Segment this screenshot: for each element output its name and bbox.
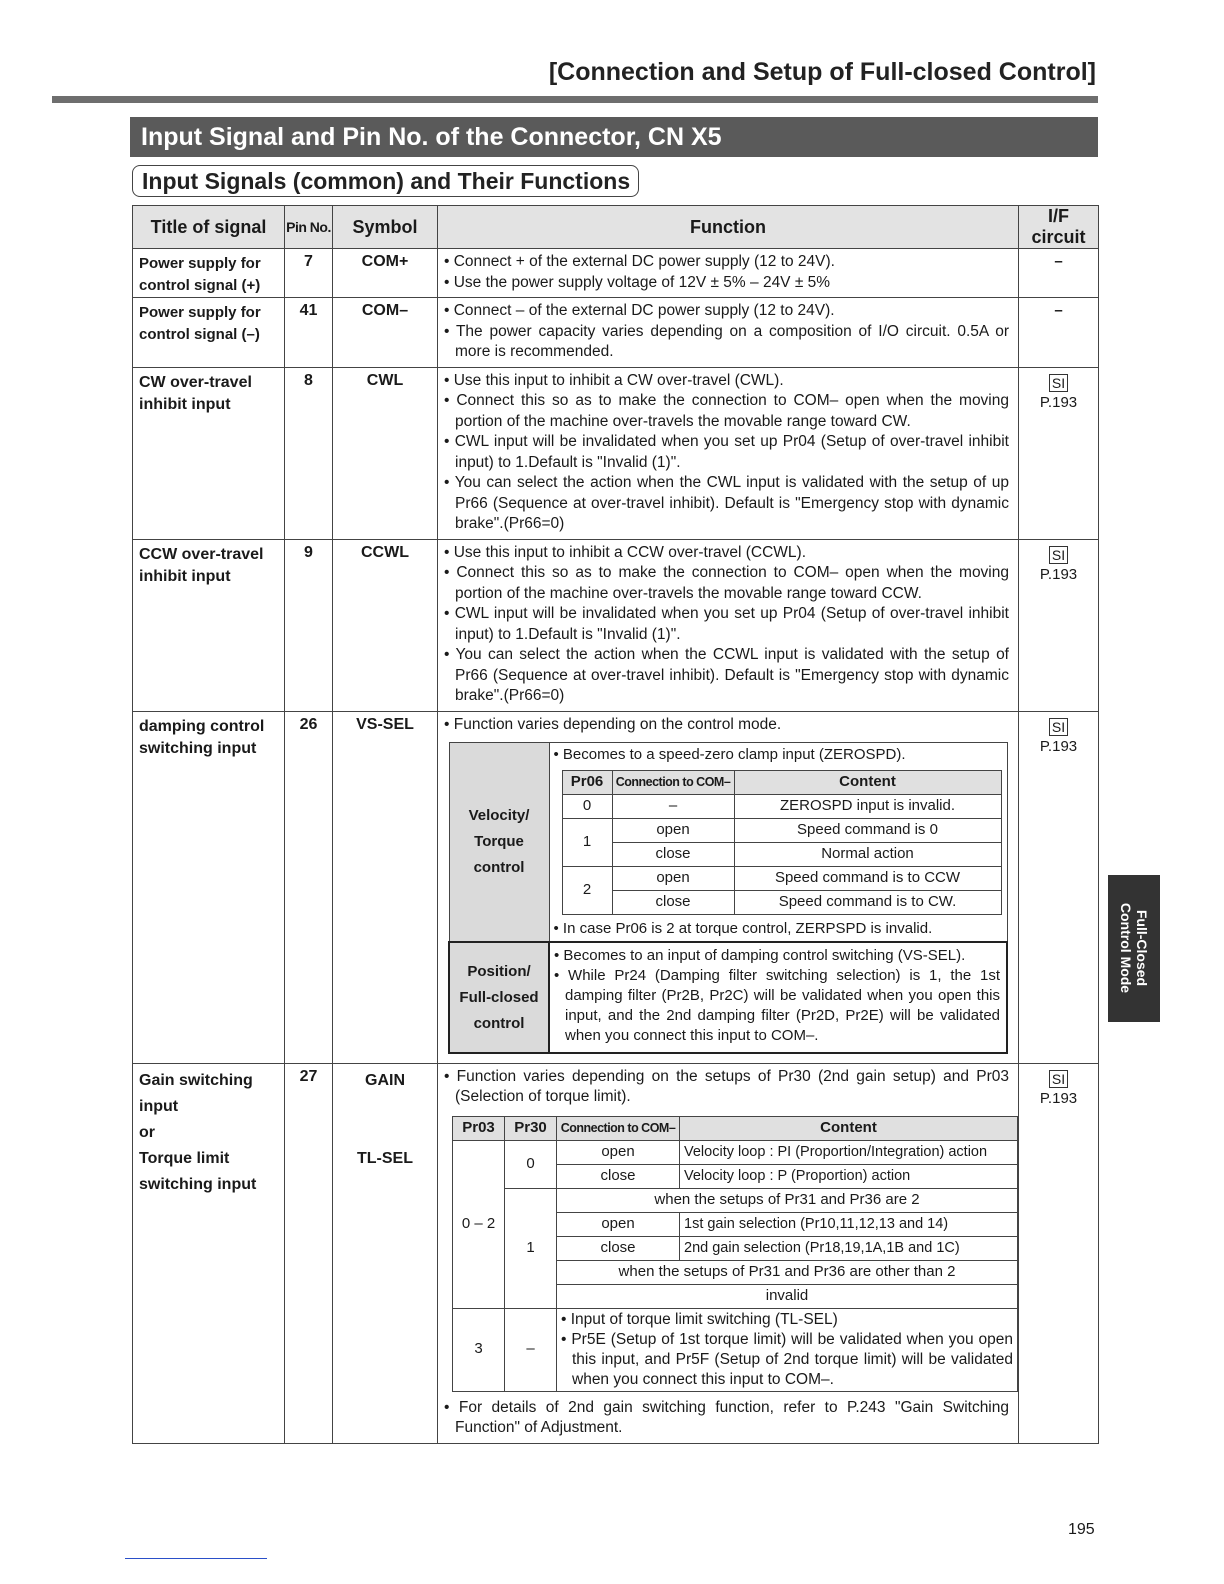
- mode-bullet: • While Pr24 (Damping filter switching selection) is 1, the 1st damping filter (Pr2B, Pr2C) will be validated when you open this input, and the 2nd damping filter (Pr2D, Pr2E) will be validated when you connect this input to COM–.: [554, 967, 1000, 1044]
- table-row: [133, 367, 1099, 539]
- signal-title: [133, 1063, 285, 1443]
- function-bullet: • Connect + of the external DC power supply (12 to 24V).: [444, 253, 835, 270]
- header-symbol: Symbol: [333, 206, 438, 249]
- signal-title: [133, 298, 285, 368]
- function-bullet: • CWL input will be invalidated when you set up Pr04 (Setup of over-travel inhibit input) to 1.Default is "Invalid (1)".: [444, 605, 1009, 643]
- mode-description-position: [549, 942, 1007, 1053]
- mode-label-line: Velocity/: [468, 807, 530, 824]
- pr30-value: –: [505, 1308, 557, 1391]
- table-row: [562, 818, 1001, 842]
- signal-title-line: Power supply for: [139, 304, 261, 321]
- signal-title: [133, 367, 285, 539]
- table-row: [562, 890, 1001, 914]
- pr06-table: [562, 770, 1002, 915]
- if-circuit: [1019, 367, 1099, 539]
- signal-title-line: inhibit input: [139, 567, 231, 585]
- gain-switching-table: [452, 1116, 1018, 1392]
- function-bullet: • Connect – of the external DC power supply (12 to 24V).: [444, 302, 835, 319]
- side-tab-line: Control Mode: [1118, 902, 1134, 994]
- side-tab-line: Full-Closed: [1134, 909, 1150, 987]
- function-bullet: • You can select the action when the CWL input is validated with the setup of up Pr66 (Sequence at over-travel inhibit). Default is "Emergency stop with dynamic brake".(Pr66=0): [444, 474, 1009, 532]
- pr30-value: 1: [505, 1188, 557, 1308]
- page-reference[interactable]: P.193: [1039, 1089, 1078, 1107]
- pr03-header: Pr03: [453, 1116, 505, 1140]
- table-row: [562, 866, 1001, 890]
- function-bullet: • Use this input to inhibit a CCW over-travel (CCWL).: [444, 543, 807, 561]
- if-circuit: [1019, 249, 1099, 298]
- pr06-value: 0: [562, 794, 612, 818]
- signal-title-line: control signal (+): [139, 277, 261, 294]
- table-row: [453, 1188, 1018, 1212]
- content-value: Velocity loop : PI (Proportion/Integration) action: [680, 1140, 1018, 1164]
- connection-value: close: [612, 890, 734, 914]
- function-bullet: • You can select the action when the CCWL input is validated with the setup of Pr66 (Sequence at over-travel inhibit). Default is "Emergency stop with dynamic brake".(Pr66=0): [444, 646, 1009, 704]
- function-text: [438, 367, 1019, 539]
- signal-title-line: switching input: [139, 1175, 257, 1193]
- signal-title-line: switching input: [139, 739, 257, 757]
- mode-bullet: • Becomes to a speed-zero clamp input (ZEROSPD).: [553, 746, 906, 763]
- mode-label-line: Position/: [467, 962, 531, 980]
- signal-title: [133, 711, 285, 1063]
- mode-label-line: Full-closed: [459, 988, 539, 1006]
- mode-label-velocity: [449, 743, 549, 943]
- mode-label-line: Torque: [474, 833, 524, 850]
- function-text: [438, 539, 1019, 711]
- pr06-value: 1: [562, 818, 612, 866]
- pr30-header: Pr30: [505, 1116, 557, 1140]
- table-row: [133, 1063, 1099, 1443]
- content-value: 2nd gain selection (Pr18,19,1A,1B and 1C): [680, 1236, 1018, 1260]
- function-bullet: • Function varies depending on the setups of Pr30 (2nd gain setup) and Pr03 (Selection of torque limit).: [444, 1067, 1009, 1105]
- table-row: [133, 711, 1099, 1063]
- pr03-value: 0 – 2: [453, 1140, 505, 1308]
- header-rule: [52, 96, 1098, 103]
- function-text: [438, 298, 1019, 368]
- connection-value: open: [612, 818, 734, 842]
- function-bullet: • Use the power supply voltage of 12V ± 5% – 24V ± 5%: [444, 273, 831, 291]
- signal-title-line: control signal (–): [139, 326, 260, 343]
- table-row: [133, 249, 1099, 298]
- pin-number: 8: [285, 367, 333, 539]
- page-number: 195: [1068, 1521, 1095, 1538]
- function-text: [438, 249, 1019, 298]
- content-value: Velocity loop : P (Proportion) action: [680, 1164, 1018, 1188]
- control-mode-table: [448, 742, 1008, 1054]
- if-dash: –: [1054, 302, 1063, 319]
- if-dash: –: [1054, 253, 1063, 270]
- mode-note: • In case Pr06 is 2 at torque control, ZERPSPD is invalid.: [553, 919, 933, 937]
- si-circuit-badge: SI: [1049, 374, 1068, 392]
- function-bullet: • For details of 2nd gain switching function, refer to P.243 "Gain Switching Function" of Adjustment.: [444, 1398, 1009, 1436]
- pin-number: 27: [285, 1063, 333, 1443]
- pr06-header: Pr06: [562, 770, 612, 794]
- signal-title-line: Power supply for: [139, 255, 261, 272]
- pr06-value: 2: [562, 866, 612, 914]
- function-text: [438, 711, 1019, 1063]
- if-circuit: [1019, 298, 1099, 368]
- mode-description-velocity: [549, 743, 1007, 943]
- if-circuit: [1019, 539, 1099, 711]
- function-text: [438, 1063, 1019, 1443]
- symbol: CWL: [333, 367, 438, 539]
- signal-title-line: or: [139, 1123, 155, 1141]
- content-header: Content: [680, 1116, 1018, 1140]
- connection-value: open: [557, 1212, 680, 1236]
- pin-number: 41: [285, 298, 333, 368]
- content-header: Content: [734, 770, 1001, 794]
- function-bullet: • Function varies depending on the control mode.: [444, 715, 782, 733]
- symbol: [333, 1063, 438, 1443]
- si-circuit-badge: SI: [1049, 1070, 1068, 1088]
- connection-header: Connection to COM–: [612, 770, 734, 794]
- torque-limit-text: [557, 1308, 1018, 1391]
- connection-value: close: [557, 1164, 680, 1188]
- signal-title-line: CW over-travel: [139, 373, 252, 391]
- pr03-value: 3: [453, 1308, 505, 1391]
- footer-link-line: [125, 1558, 267, 1559]
- table-row: [133, 539, 1099, 711]
- symbol: CCWL: [333, 539, 438, 711]
- content-value: ZEROSPD input is invalid.: [734, 794, 1001, 818]
- content-value: invalid: [557, 1284, 1018, 1308]
- symbol: COM+: [333, 249, 438, 298]
- symbol-line: GAIN: [365, 1071, 405, 1089]
- header-title: Title of signal: [133, 206, 285, 249]
- page-reference[interactable]: P.193: [1039, 565, 1078, 583]
- if-circuit: [1019, 711, 1099, 1063]
- table-row: [453, 1140, 1018, 1164]
- symbol: VS-SEL: [333, 711, 438, 1063]
- if-circuit: [1019, 1063, 1099, 1443]
- signal-title: [133, 539, 285, 711]
- signal-title-line: Torque limit: [139, 1149, 230, 1167]
- side-tab-label: [1118, 903, 1150, 993]
- function-bullet: • CWL input will be invalidated when you set up Pr04 (Setup of over-travel inhibit input) to 1.Default is "Invalid (1)".: [444, 433, 1009, 471]
- content-value: Normal action: [734, 842, 1001, 866]
- connection-value: close: [612, 842, 734, 866]
- signal-title-line: CCW over-travel: [139, 545, 264, 563]
- header-pin: Pin No.: [285, 206, 333, 249]
- si-circuit-badge: SI: [1049, 718, 1068, 736]
- si-circuit-badge: SI: [1049, 546, 1068, 564]
- content-value: Speed command is to CW.: [734, 890, 1001, 914]
- connection-value: open: [557, 1140, 680, 1164]
- page-reference[interactable]: P.193: [1039, 393, 1078, 411]
- connection-header: Connection to COM–: [557, 1116, 680, 1140]
- connection-value: –: [612, 794, 734, 818]
- section-title: Input Signal and Pin No. of the Connector, CN X5: [130, 117, 1098, 157]
- signal-table: [132, 205, 1099, 1444]
- mode-bullet: • Becomes to an input of damping control switching (VS-SEL).: [554, 947, 966, 964]
- torque-limit-bullet: • Pr5E (Setup of 1st torque limit) will be validated when you open this input, and Pr5F (Setup of 2nd torque limit) will be validated when you connect this input to COM–.: [561, 1330, 1013, 1388]
- signal-title-line: input: [139, 1097, 179, 1115]
- table-row: [453, 1308, 1018, 1391]
- symbol-line: TL-SEL: [357, 1149, 413, 1167]
- connection-value: open: [612, 866, 734, 890]
- signal-title: [133, 249, 285, 298]
- symbol: COM–: [333, 298, 438, 368]
- function-bullet: • Connect this so as to make the connection to COM– open when the moving portion of the machine over-travels the movable range toward CW.: [444, 392, 1009, 430]
- connection-value: close: [557, 1236, 680, 1260]
- condition-text: when the setups of Pr31 and Pr36 are other than 2: [557, 1260, 1018, 1284]
- mode-label-line: control: [473, 859, 525, 876]
- header-function: Function: [438, 206, 1019, 249]
- pin-number: 26: [285, 711, 333, 1063]
- table-row: [562, 794, 1001, 818]
- page-header-title: [Connection and Setup of Full-closed Control]: [548, 58, 1096, 86]
- signal-title-line: inhibit input: [139, 395, 231, 413]
- page-reference[interactable]: P.193: [1039, 737, 1078, 755]
- content-value: Speed command is 0: [734, 818, 1001, 842]
- pr30-value: 0: [505, 1140, 557, 1188]
- content-value: Speed command is to CCW: [734, 866, 1001, 890]
- signal-title-line: Gain switching: [139, 1071, 253, 1089]
- torque-limit-bullet: • Input of torque limit switching (TL-SEL): [561, 1310, 838, 1328]
- signal-title-line: damping control: [139, 717, 265, 735]
- mode-label-position: [449, 942, 549, 1053]
- mode-label-line: control: [473, 1014, 525, 1032]
- header-if-circuit: I/F circuit: [1019, 206, 1099, 249]
- function-bullet: • Connect this so as to make the connection to COM– open when the moving portion of the machine over-travels the movable range toward CCW.: [444, 564, 1009, 602]
- pin-number: 7: [285, 249, 333, 298]
- table-header-row: [133, 206, 1099, 249]
- function-bullet: • Use this input to inhibit a CW over-travel (CWL).: [444, 371, 784, 389]
- table-row: [133, 298, 1099, 368]
- function-bullet: • The power capacity varies depending on a composition of I/O circuit. 0.5A or more is recommended.: [444, 322, 1009, 360]
- pin-number: 9: [285, 539, 333, 711]
- content-value: 1st gain selection (Pr10,11,12,13 and 14): [680, 1212, 1018, 1236]
- condition-text: when the setups of Pr31 and Pr36 are 2: [557, 1188, 1018, 1212]
- subsection-title: Input Signals (common) and Their Functions: [132, 165, 639, 197]
- table-row: [562, 842, 1001, 866]
- side-chapter-tab[interactable]: [1108, 875, 1160, 1022]
